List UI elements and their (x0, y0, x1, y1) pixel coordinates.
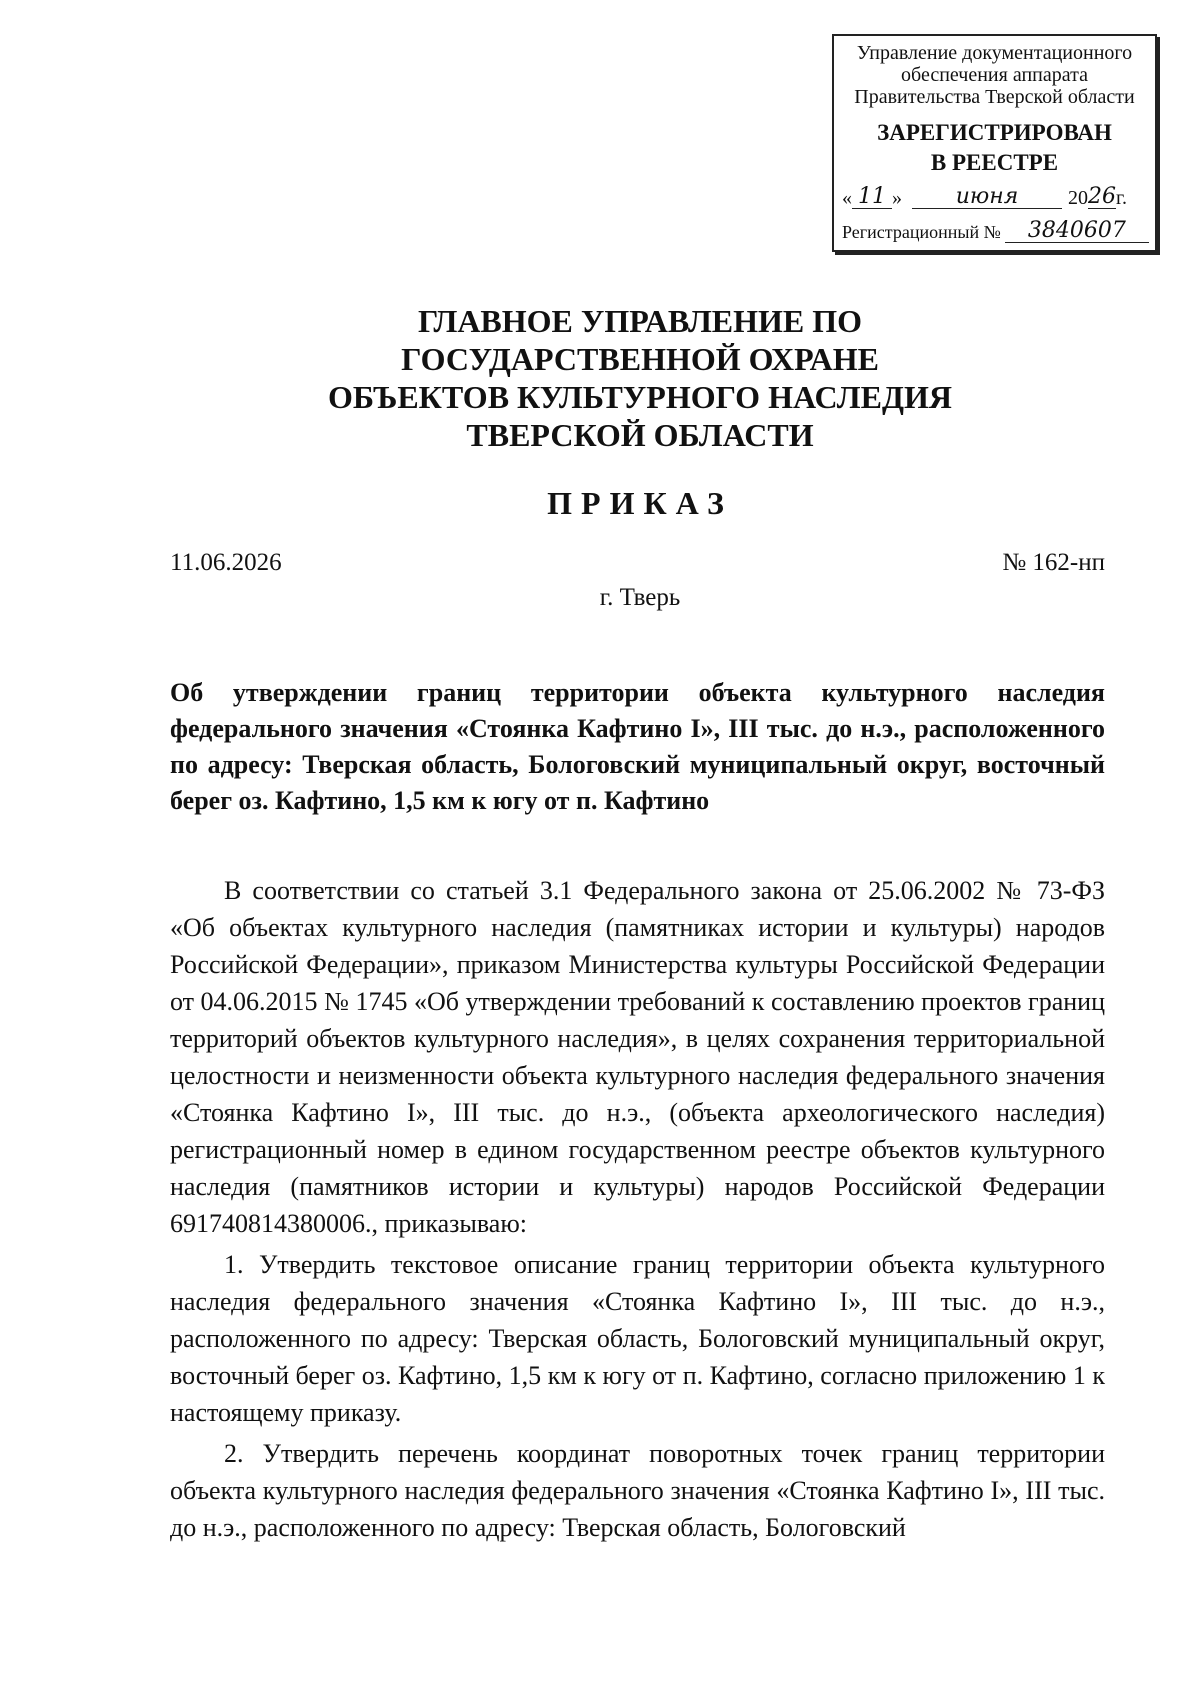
stamp-registered (834, 118, 1155, 178)
document-title: Об утверждении границ территории объекта культурного наследия федерального значения «Стоянка Кафтино I», III тыс. до н.э., расположенного по адресу: Тверская область, Бологовский муниципальный округ, восточный берег оз. Кафтино, 1,5 км к югу от п. Кафтино (170, 678, 1105, 815)
authority-line: ОБЪЕКТОВ КУЛЬТУРНОГО НАСЛЕДИЯ (328, 379, 952, 415)
stamp-year-suffix: 26 (1088, 184, 1116, 209)
authority-line: ТВЕРСКОЙ ОБЛАСТИ (466, 417, 814, 453)
stamp-reg-number (842, 220, 1149, 243)
document-city: г. Тверь (599, 584, 681, 611)
stamp-day: 11 (852, 186, 892, 209)
body-item-2: 2. Утвердить перечень координат поворотных точек границ территории объекта культурного наследия федерального значения «Стоянка Кафтино I», III тыс. до н.э., расположенного по адресу: Тверская область, Бологовский (170, 1439, 1105, 1542)
stamp-reg-number-label: Регистрационный № (842, 222, 1001, 242)
document-number: № 162-нп (1002, 549, 1105, 576)
document-type: ПРИКАЗ (547, 485, 733, 521)
stamp-date: « 11 » июня 20 26 г. (842, 184, 1127, 209)
authority-line: ГОСУДАРСТВЕННОЙ ОХРАНЕ (401, 341, 879, 377)
document-date: 11.06.2026 (170, 549, 282, 576)
stamp-reg-number-value: 3840607 (1005, 220, 1149, 243)
authority-line: ГЛАВНОЕ УПРАВЛЕНИЕ ПО (417, 303, 863, 339)
stamp-year-prefix: 20 (1068, 187, 1088, 209)
body-item-1: 1. Утвердить текстовое описание границ территории объекта культурного наследия федерального значения «Стоянка Кафтино I», III тыс. до н.э., расположенного по адресу: Тверская область, Бологовский муниципальный округ, восточный берег оз. Кафтино, 1,5 км к югу от п. Кафтино, согласно приложению 1 к настоящему приказу. (170, 1250, 1105, 1427)
stamp-year-unit: г. (1116, 187, 1127, 209)
stamp-office-line: Правительства Тверской области (854, 86, 1135, 108)
stamp-registered-line: В РЕЕСТРЕ (930, 150, 1059, 175)
stamp-office (834, 42, 1155, 108)
document-body (170, 872, 1105, 1550)
issuing-authority (160, 302, 1120, 454)
stamp-registered-line: ЗАРЕГИСТРИРОВАН (877, 120, 1112, 145)
registration-stamp (832, 34, 1157, 252)
body-preamble: В соответствии со статьей 3.1 Федерального закона от 25.06.2002 № 73-ФЗ «Об объектах культурного наследия (памятниках истории и культуры) народов Российской Федерации», приказом Министерства культуры Российской Федерации от 04.06.2015 № 1745 «Об утверждении требований к составлению проектов границ территорий объектов культурного наследия», в целях сохранения территориальной целостности и неизменности объекта культурного наследия федерального значения «Стоянка Кафтино I», III тыс. до н.э., (объекта археологического наследия) регистрационный номер в едином государственном реестре объектов культурного наследия (памятников истории и культуры) народов Российской Федерации 691740814380006., приказываю: (170, 876, 1105, 1238)
stamp-month: июня (912, 186, 1062, 209)
stamp-office-line: Управление документационного (856, 42, 1133, 64)
stamp-office-line: обеспечения аппарата (901, 64, 1088, 86)
